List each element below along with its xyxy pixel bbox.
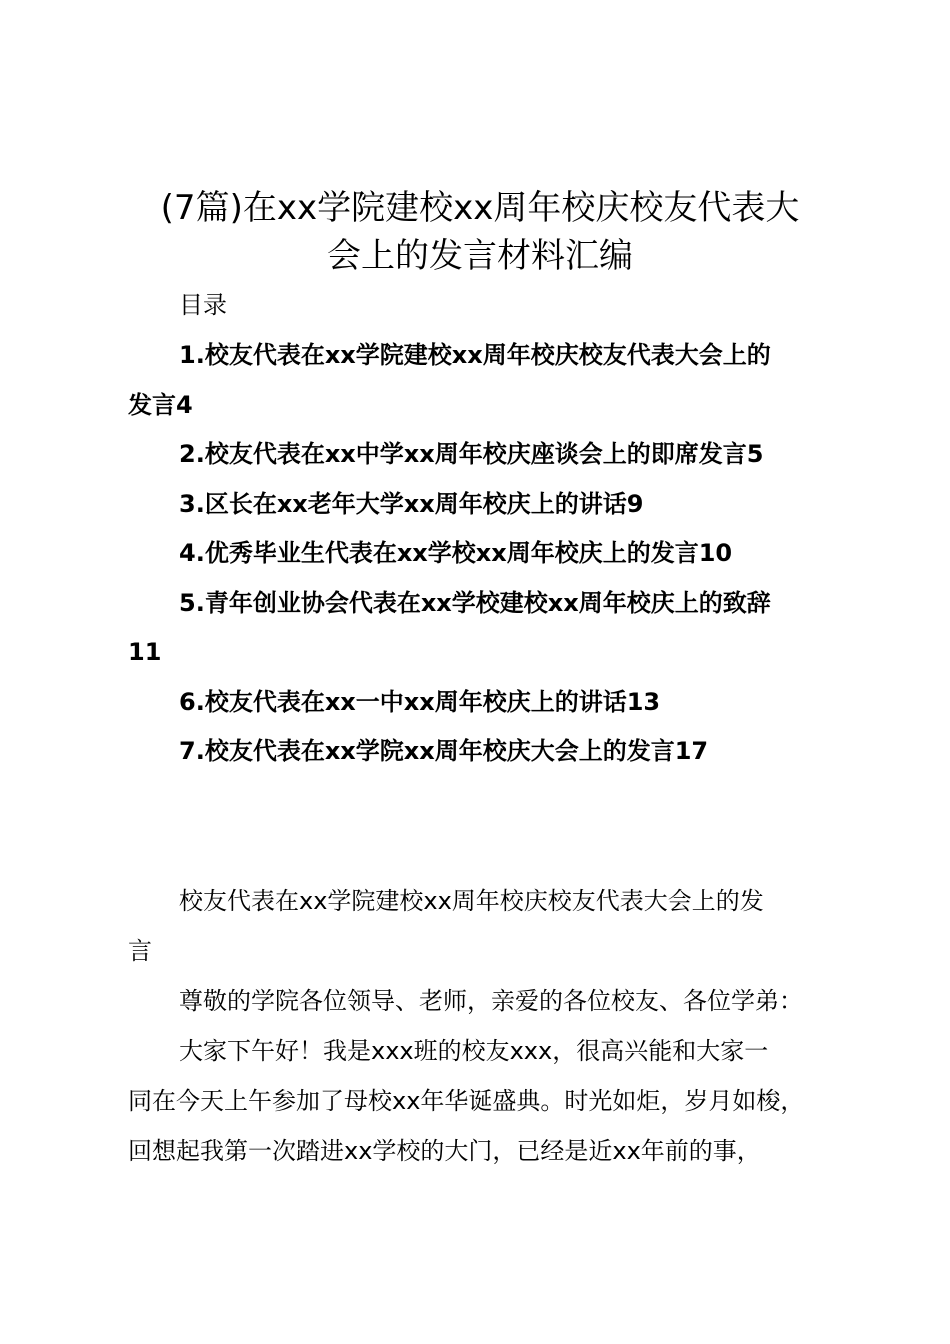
body-paragraph-salutation: 尊敬的学院各位领导、老师，亲爱的各位校友、各位学弟： [179,987,803,1015]
toc-entry-4[interactable]: 4.优秀毕业生代表在xx学校xx周年校庆上的发言10 [179,539,733,567]
toc-entry-7[interactable]: 7.校友代表在xx学院xx周年校庆大会上的发言17 [179,737,709,765]
toc-entry-1-cont[interactable]: 发言4 [128,391,193,419]
body-paragraph-line: 回想起我第一次踏进xx学校的大门，已经是近xx年前的事， [128,1137,761,1165]
document-title-line-1: (7篇)在xx学院建校xx周年校庆校友代表大 [160,188,800,228]
section-title-line-2: 言 [128,937,152,965]
section-title-line-1: 校友代表在xx学院建校xx周年校庆校友代表大会上的发 [179,887,764,915]
body-paragraph-line: 大家下午好！我是xxx班的校友xxx，很高兴能和大家一 [179,1037,769,1065]
toc-heading: 目录 [179,291,227,319]
toc-entry-6[interactable]: 6.校友代表在xx一中xx周年校庆上的讲话13 [179,688,661,716]
body-paragraph-line: 同在今天上午参加了母校xx年华诞盛典。时光如炬，岁月如梭， [128,1087,805,1115]
toc-entry-1[interactable]: 1.校友代表在xx学院建校xx周年校庆校友代表大会上的 [179,341,771,369]
toc-entry-5-cont[interactable]: 11 [128,638,162,666]
toc-entry-3[interactable]: 3.区长在xx老年大学xx周年校庆上的讲话9 [179,490,644,518]
document-title-line-2: 会上的发言材料汇编 [327,236,633,276]
toc-entry-2[interactable]: 2.校友代表在xx中学xx周年校庆座谈会上的即席发言5 [179,440,764,468]
toc-entry-5[interactable]: 5.青年创业协会代表在xx学校建校xx周年校庆上的致辞 [179,589,771,617]
